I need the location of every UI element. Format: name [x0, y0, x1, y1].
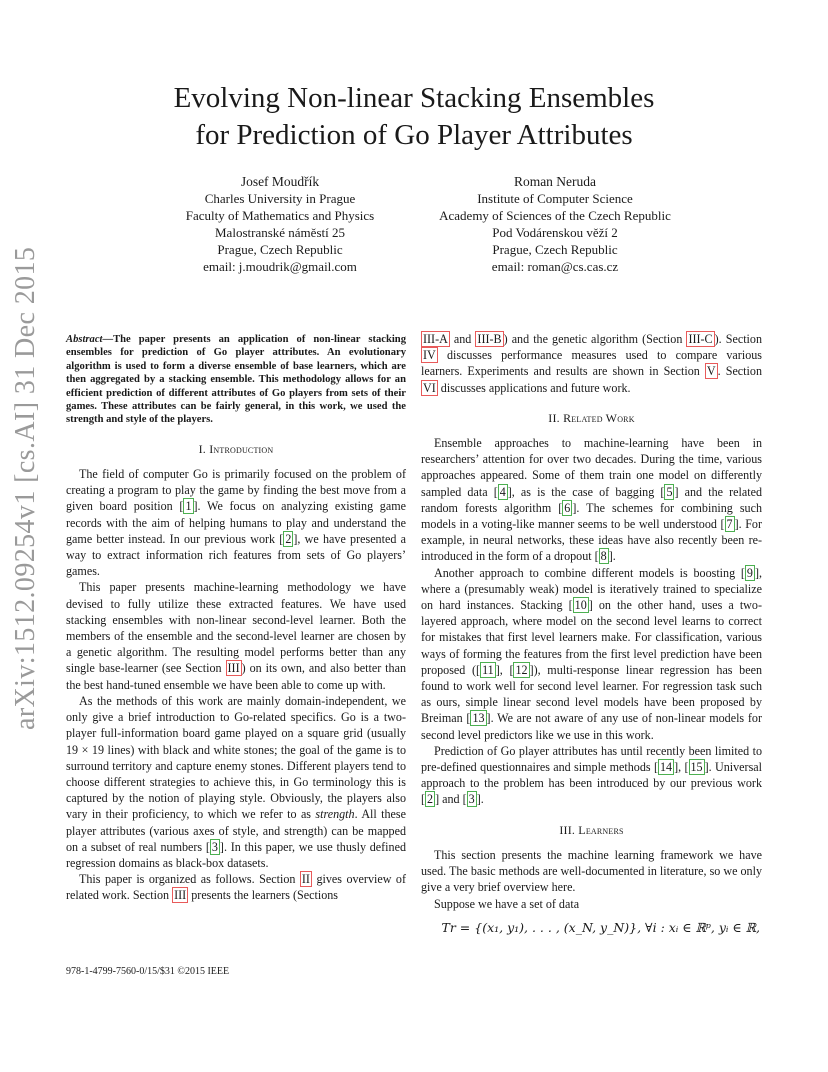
text-run: , — [678, 760, 685, 775]
citation-link[interactable]: 4 — [499, 484, 506, 499]
text-run: ). Section — [714, 332, 763, 346]
arxiv-stamp: arXiv:1512.09254v1 [cs.AI] 31 Dec 2015 — [10, 246, 41, 730]
text-run: gives overview of related work. Section — [66, 872, 407, 903]
citation-link[interactable]: 12 — [515, 662, 528, 677]
text-run: . We focus on analyzing existing game records with the aim of helping humans to play and understand the game better instead. In our previous work — [66, 499, 407, 546]
author-name: Roman Neruda — [513, 174, 597, 189]
section-link[interactable]: III — [227, 661, 240, 676]
related-paragraph: Prediction of Go player attributes has until recently been limited to pre-defined questionnaires and simple methods [ 14 ], [ 15 ]. Universal approach to the problem has been introduced by our previous work [ 2 ] and [ 3 ]. — [421, 743, 762, 807]
left-column — [66, 333, 406, 904]
citation-link[interactable]: 15 — [690, 760, 703, 775]
text-run: and the related random forests algorithm — [421, 484, 762, 515]
citation-link[interactable]: 2 — [285, 531, 292, 546]
emphasis-strength: strength — [315, 807, 355, 822]
intro-paragraph — [66, 871, 406, 903]
text-run: This paper presents machine-learning methodology we have devised to fully utilize these extracted features. We have used stacking ensembles with non-linear second-level learner. Both the members of the ensemble and the second-level learner are chosen by a genetic algorithm. The resulting model performs better than any single base-learner (see Section — [66, 580, 406, 676]
text-run: ), multi-response linear regression has been found to work well for second level learner. For regression task such as ours, simple linear second level models have been proposed by Breiman — [421, 662, 763, 726]
text-run: discusses applications and future work. — [437, 380, 631, 395]
text-run: presents the learners (Sections — [188, 888, 338, 903]
section-heading-learners: III. Learners — [559, 822, 624, 837]
citation-link[interactable]: 1 — [185, 499, 192, 514]
text-run: on the other hand, uses a two-layered approach, where model on the second level learns to correct for mistakes that first level learners make. For classification, various ways of forming the features from the first level prediction have been proposed ( — [421, 598, 762, 677]
abstract-label: Abstract — [66, 334, 103, 345]
text-run: . — [480, 792, 484, 807]
citation-link[interactable]: 11 — [482, 662, 494, 677]
text-run: . Universal approach to the problem has been introduced by our previous work — [421, 760, 762, 791]
author-address-line: Prague, Czech Republic — [492, 242, 618, 257]
title-line-1: Evolving Non-linear Stacking Ensembles — [173, 82, 655, 114]
author-affiliation-line: Academy of Sciences of the Czech Republic — [439, 208, 671, 223]
section-link[interactable]: II — [301, 872, 310, 887]
text-run: . In this paper, we use thusly defined regression domains as black-box datasets. — [66, 839, 406, 870]
text-run: The field of computer Go is primarily focused on the problem of creating a program to play the game by finding the best move from a given board position — [66, 467, 406, 514]
title-line-2: for Prediction of Go Player Attributes — [195, 119, 633, 151]
text-run: Prediction of Go player attributes has until recently been limited to pre-defined questionnaires and simple methods — [421, 743, 762, 775]
citation-link[interactable]: 5 — [666, 484, 673, 499]
author-block-2 — [415, 173, 695, 275]
text-run: . — [612, 549, 616, 564]
right-column — [421, 331, 762, 936]
section-link[interactable]: III-B — [477, 332, 502, 346]
author-name: Josef Moudřík — [240, 174, 320, 189]
related-paragraph: Another approach to combine different models is boosting [ 9 ], where a (presumably weak) model is iteratively trained to specialize on hard instances. Stacking [ 10 ] on the other hand, uses a two-layered approach, where model on the second level learns to correct for mistakes that first level learners make. For classification, various ways of forming the features from the first level prediction have been proposed ([ 11 ], [ 12 ]), multi-response linear regression has been found to work well for second level learner. For regression task such as ours, simple linear second level models have been proposed by Breiman [ 13 ]. We are not aware of any use of non-linear models for second level predictors like we use in this work. — [421, 565, 763, 742]
text-run: . All these player attributes (various axes of style, and strength) can be mapped on a subset of real numbers — [66, 807, 406, 854]
abstract — [66, 333, 406, 427]
author-address-line: Prague, Czech Republic — [217, 242, 343, 257]
text-run: and — [439, 792, 463, 807]
text-run: As the methods of this work are mainly domain-independent, we only give a brief introduction to Go-related specifics. Go is a two-player full-information board game played on a square grid (usually 19 × 19 lines) with black and white stones; the goal of the game is to surround territory and capture enemy stones. Different players tend to choose different strategies to achieve this, in Go terminology this is captured by the notion of playing style. Obviously, the players also vary in their proficiency, to which we refer to as — [66, 693, 406, 822]
author-email: email: j.moudrik@gmail.com — [203, 259, 357, 274]
intro-paragraph: As the methods of this work are mainly domain-independent, we only give a brief introduction to Go-related specifics. Go is a two-player full-information board game played on a square grid (usually 19 × 19 lines) with black and white stones; the goal of the game is to surround territory and capture enemy stones. Different players tend to choose different strategies to achieve this, in Go terminology this is captured by the notion of playing style. Obviously, the players also vary in their proficiency, to which we refer to as strength. All these player attributes (various axes of style, and strength) can be mapped on a subset of real numbers [ 3 ]. In this paper, we use thusly defined regression domains as black-box datasets. — [66, 693, 406, 870]
section-link[interactable]: III — [174, 888, 187, 903]
citation-link[interactable]: 13 — [472, 711, 485, 726]
text-run: ) on its own, and also better than the best hand-tuned ensemble we have been able to come up with. — [66, 661, 406, 692]
intro-paragraph — [66, 579, 406, 692]
citation-link[interactable]: 3 — [211, 839, 218, 854]
citation-link[interactable]: 3 — [468, 792, 475, 807]
organization-paragraph-continued — [421, 331, 762, 396]
text-run: . Section — [717, 364, 762, 379]
text-run: ) and the genetic algorithm (Section — [503, 332, 687, 346]
text-run: This paper is organized as follows. Section — [79, 872, 300, 887]
author-address-line: Pod Vodárenskou věží 2 — [492, 225, 618, 240]
abstract-text: —The paper presents an application of non-linear stacking ensembles for prediction of Go player attributes. An evolutionary algorithm is used to form a diverse ensemble of base learners, which are then aggregated by a stacking ensemble. This methodology allows for an efficient prediction of different attributes of Go players from sets of their games. These attributes can be fairly general, in this work, we used the strength and style of the players. — [66, 334, 406, 426]
citation-link[interactable]: 6 — [564, 500, 571, 515]
section-link[interactable]: III-A — [423, 332, 448, 346]
section-link[interactable]: IV — [423, 348, 436, 363]
author-affiliation-line: Institute of Computer Science — [477, 191, 633, 206]
text-run: , where a (presumably weak) model is iteratively trained to specialize on hard instances. Stacking — [421, 565, 762, 613]
citation-link[interactable]: 10 — [574, 598, 587, 613]
author-affiliation-line: Charles University in Prague — [204, 191, 356, 206]
text-run: , we have presented a way to extract information rich features from sets of Go players’ games. — [66, 531, 406, 579]
related-paragraph: Ensemble approaches to machine-learning have been in researchers’ attention for over two decades. During the time, various approaches appeared. Some of them train one model on differently sampled data [ 4 ], as is the case of bagging [ 5 ] and the related random forests algorithm [ 6 ]. The schemes for combining such models in a voting-like manner seems to be well understood [ 7 ]. For example, in neural networks, these ideas have also recently been re-introduced in the form of a dropout [ 8 ]. — [421, 436, 763, 564]
section-link[interactable]: V — [706, 364, 716, 379]
section-heading-related-work: II. Related Work — [548, 410, 635, 425]
citation-link[interactable]: 14 — [659, 760, 673, 775]
text-run: and — [449, 332, 476, 346]
section-link[interactable]: III-C — [688, 332, 713, 346]
text-run: . For example, in neural networks, these ideas have also recently been re-introduced in the form of a dropout — [421, 517, 763, 564]
citation-link[interactable]: 7 — [726, 517, 733, 532]
text-run: , — [499, 662, 510, 677]
text-run: . We are not aware of any use of non-linear models for second level predictors like we use in this work. — [421, 711, 762, 742]
text-run: . The schemes for combining such models in a voting-like manner seems to be well understood — [421, 500, 762, 532]
section-heading-introduction: I. Introduction — [198, 441, 274, 456]
citation-link[interactable]: 2 — [427, 792, 434, 807]
citation-link[interactable]: 9 — [746, 565, 753, 580]
equation-training-set: Tr = {(x₁, y₁), . . . , (x_N, y_N)}, ∀i : xᵢ ∈ ℝᵖ, yᵢ ∈ ℝ, — [441, 919, 760, 935]
text-run: Ensemble approaches to machine-learning have been in researchers’ attention for over two decades. During the time, various approaches appeared. Some of them train one model on differently sampled data — [421, 436, 762, 499]
section-link[interactable]: VI — [423, 380, 436, 395]
author-affiliation-line: Faculty of Mathematics and Physics — [185, 208, 375, 223]
text-run: , as is the case of bagging — [511, 484, 661, 499]
learners-paragraph: Suppose we have a set of data — [434, 896, 580, 911]
text-run: discusses performance measures used to compare various learners. Experiments and results are shown in Section — [421, 348, 762, 379]
copyright-footer: 978-1-4799-7560-0/15/$31 ©2015 IEEE — [66, 966, 230, 977]
intro-paragraph: The field of computer Go is primarily focused on the problem of creating a program to play the game by finding the best move from a given board position [ 1 ]. We focus on analyzing existing game records with the aim of helping humans to play and understand the game better instead. In our previous work [ 2 ], we have presented a way to extract information rich features from sets of Go players’ games. — [66, 467, 407, 579]
citation-link[interactable]: 8 — [600, 549, 607, 564]
learners-paragraph: This section presents the machine learning framework we have used. The basic methods are well-documented in literature, so we only give a very brief overview here. — [421, 847, 762, 895]
text-run: Another approach to combine different models is boosting — [434, 565, 741, 580]
author-email: email: roman@cs.cas.cz — [491, 259, 619, 274]
paper-title — [60, 80, 768, 154]
author-block-1 — [140, 173, 420, 275]
author-address-line: Malostranské náměstí 25 — [215, 225, 345, 240]
